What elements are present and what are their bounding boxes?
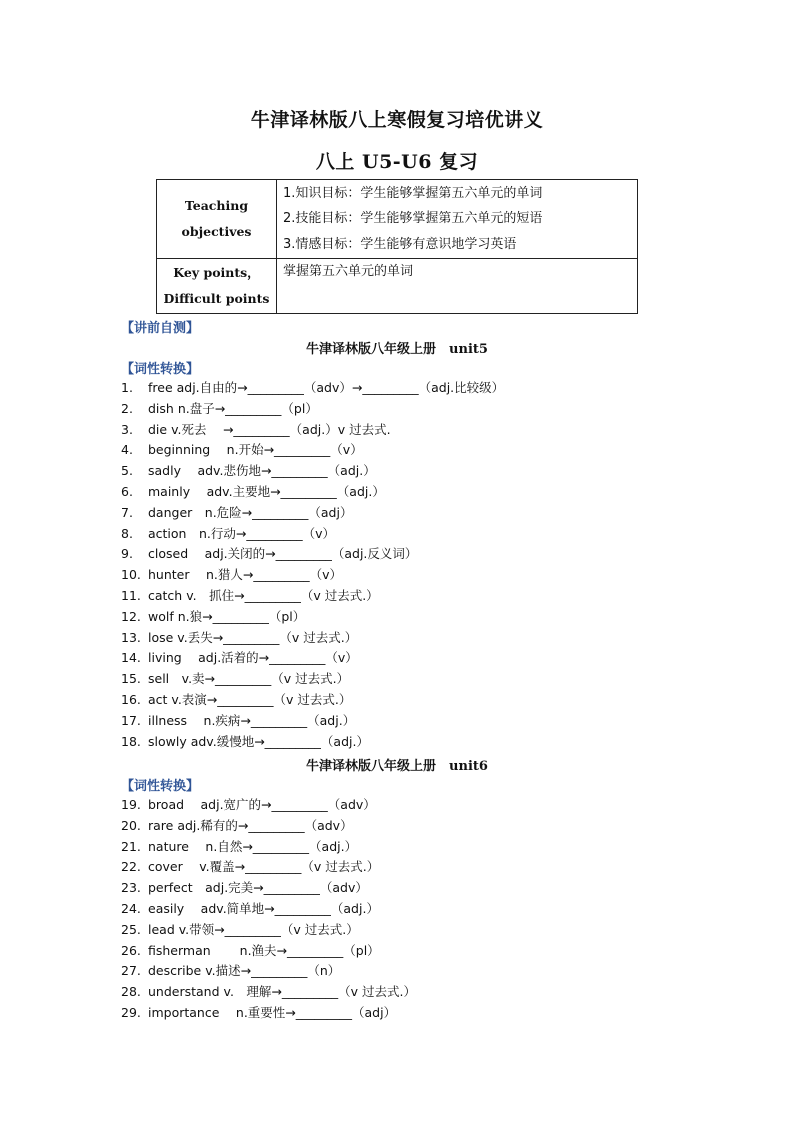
page-subtitle: 八上 U5-U6 复习 xyxy=(315,151,479,173)
item-text: mainly adv.主要地→_________（adj.） xyxy=(148,483,385,499)
exercise-item xyxy=(121,503,504,524)
unit5-heading: 牛津译林版八年级上册 unit5 xyxy=(306,342,488,357)
item-number: 22. xyxy=(121,859,141,875)
item-number: 3. xyxy=(121,421,133,437)
item-number: 2. xyxy=(121,400,133,416)
exercise-item xyxy=(121,878,416,899)
exercise-item xyxy=(121,795,416,816)
item-text: easily adv.简单地→_________（adj.） xyxy=(148,900,379,916)
item-number: 27. xyxy=(121,963,141,979)
item-text: danger n.危险→_________（adj） xyxy=(148,504,353,520)
item-text: fisherman n.渔夫→_________（pl） xyxy=(148,942,380,958)
key-points-content: 掌握第五六单元的单词 xyxy=(277,259,638,314)
exercise-item xyxy=(121,440,504,461)
item-text: slowly adv.缓慢地→_________（adj.） xyxy=(148,733,369,749)
objective-line: 2.技能目标：学生能够掌握第五六单元的短语 xyxy=(283,211,543,227)
item-number: 10. xyxy=(121,567,141,583)
exercise-item xyxy=(121,1003,416,1024)
item-text: importance n.重要性→_________（adj） xyxy=(148,1004,397,1020)
exercise-item xyxy=(121,857,416,878)
exercise-item xyxy=(121,586,504,607)
exercise-item xyxy=(121,920,416,941)
objectives-table xyxy=(156,179,638,314)
exercise-item xyxy=(121,982,416,1003)
item-text: broad adj.宽广的→_________（adv） xyxy=(148,797,376,812)
item-number: 5. xyxy=(121,463,133,479)
item-number: 29. xyxy=(121,1004,141,1020)
exercise-item xyxy=(121,690,504,711)
item-text: describe v.描述→_________（n） xyxy=(148,963,341,979)
item-text: beginning n.开始→_________（v） xyxy=(148,442,363,458)
exercise-item xyxy=(121,482,504,503)
item-text: lose v.丢失→_________（v 过去式.） xyxy=(148,629,358,645)
exercise-item xyxy=(121,816,416,837)
exercise-item xyxy=(121,669,504,690)
exercise-item xyxy=(121,399,504,420)
exercise-item xyxy=(121,711,504,732)
item-number: 19. xyxy=(121,797,141,812)
item-text: closed adj.关闭的→_________（adj.反义词） xyxy=(148,546,418,562)
item-number: 25. xyxy=(121,921,141,937)
item-number: 4. xyxy=(121,442,133,458)
item-number: 23. xyxy=(121,880,141,896)
exercise-item xyxy=(121,648,504,669)
exercise-item xyxy=(121,628,504,649)
key-points-label: Key points， Difficult points xyxy=(157,259,277,314)
section-pretest-heading: 【讲前自测】 xyxy=(121,321,200,336)
exercise-item xyxy=(121,378,504,399)
exercise-item xyxy=(121,941,416,962)
item-text: nature n.自然→_________（adj.） xyxy=(148,838,358,854)
exercise-item xyxy=(121,461,504,482)
item-number: 8. xyxy=(121,525,133,541)
item-number: 7. xyxy=(121,504,133,520)
item-text: dish n.盘子→_________（pl） xyxy=(148,400,318,416)
item-number: 1. xyxy=(121,380,133,395)
item-number: 13. xyxy=(121,629,141,645)
item-number: 14. xyxy=(121,650,141,666)
unit6-exercise-list xyxy=(121,795,416,1024)
teaching-objectives-row xyxy=(157,180,638,259)
item-number: 11. xyxy=(121,587,141,603)
item-number: 20. xyxy=(121,817,141,833)
item-text: hunter n.猎人→_________（v） xyxy=(148,567,342,583)
exercise-item xyxy=(121,899,416,920)
item-number: 26. xyxy=(121,942,141,958)
item-number: 28. xyxy=(121,984,141,1000)
item-text: catch v. 抓住→_________（v 过去式.） xyxy=(148,587,379,603)
exercise-item xyxy=(121,961,416,982)
objective-line: 1.知识目标：学生能够掌握第五六单元的单词 xyxy=(283,185,543,201)
unit6-heading: 牛津译林版八年级上册 unit6 xyxy=(306,759,488,774)
item-number: 12. xyxy=(121,608,141,624)
item-text: living adj.活着的→_________（v） xyxy=(148,650,358,666)
page-title: 牛津译林版八上寒假复习培优讲义 xyxy=(250,109,544,131)
unit5-exercise-list xyxy=(121,378,504,752)
item-text: sadly adv.悲伤地→_________（adj.） xyxy=(148,463,376,479)
section-wordform-heading: 【词性转换】 xyxy=(121,779,200,794)
item-text: act v.表演→_________（v 过去式.） xyxy=(148,691,352,707)
teaching-objectives-label: Teaching objectives xyxy=(157,180,277,259)
item-text: wolf n.狼→_________（pl） xyxy=(148,608,306,624)
item-number: 17. xyxy=(121,712,141,728)
key-points-row xyxy=(157,259,638,314)
exercise-item xyxy=(121,837,416,858)
exercise-item xyxy=(121,420,504,441)
item-number: 18. xyxy=(121,733,141,749)
exercise-item xyxy=(121,544,504,565)
exercise-item xyxy=(121,607,504,628)
item-number: 15. xyxy=(121,671,141,687)
item-number: 24. xyxy=(121,900,141,916)
item-text: sell v.卖→_________（v 过去式.） xyxy=(148,671,350,687)
exercise-item xyxy=(121,524,504,545)
objective-line: 3.情感目标：学生能够有意识地学习英语 xyxy=(283,236,517,252)
exercise-item xyxy=(121,732,504,753)
item-text: action n.行动→_________（v） xyxy=(148,525,335,541)
item-number: 6. xyxy=(121,483,133,499)
item-text: free adj.自由的→_________（adv）→_________（adj.比较级） xyxy=(148,380,505,395)
teaching-objectives-content xyxy=(277,180,638,259)
item-text: understand v. 理解→_________（v 过去式.） xyxy=(148,984,416,1000)
item-number: 9. xyxy=(121,546,133,562)
item-number: 21. xyxy=(121,838,141,854)
item-text: lead v.带领→_________（v 过去式.） xyxy=(148,921,359,937)
item-number: 16. xyxy=(121,691,141,707)
section-wordform-heading: 【词性转换】 xyxy=(121,362,200,377)
exercise-item xyxy=(121,565,504,586)
item-text: rare adj.稀有的→_________（adv） xyxy=(148,817,353,833)
item-text: die v.死去 →_________（adj.）v 过去式. xyxy=(148,421,391,437)
item-text: cover v.覆盖→_________（v 过去式.） xyxy=(148,859,380,875)
item-text: perfect adj.完美→_________（adv） xyxy=(148,880,368,896)
item-text: illness n.疾病→_________（adj.） xyxy=(148,712,356,728)
